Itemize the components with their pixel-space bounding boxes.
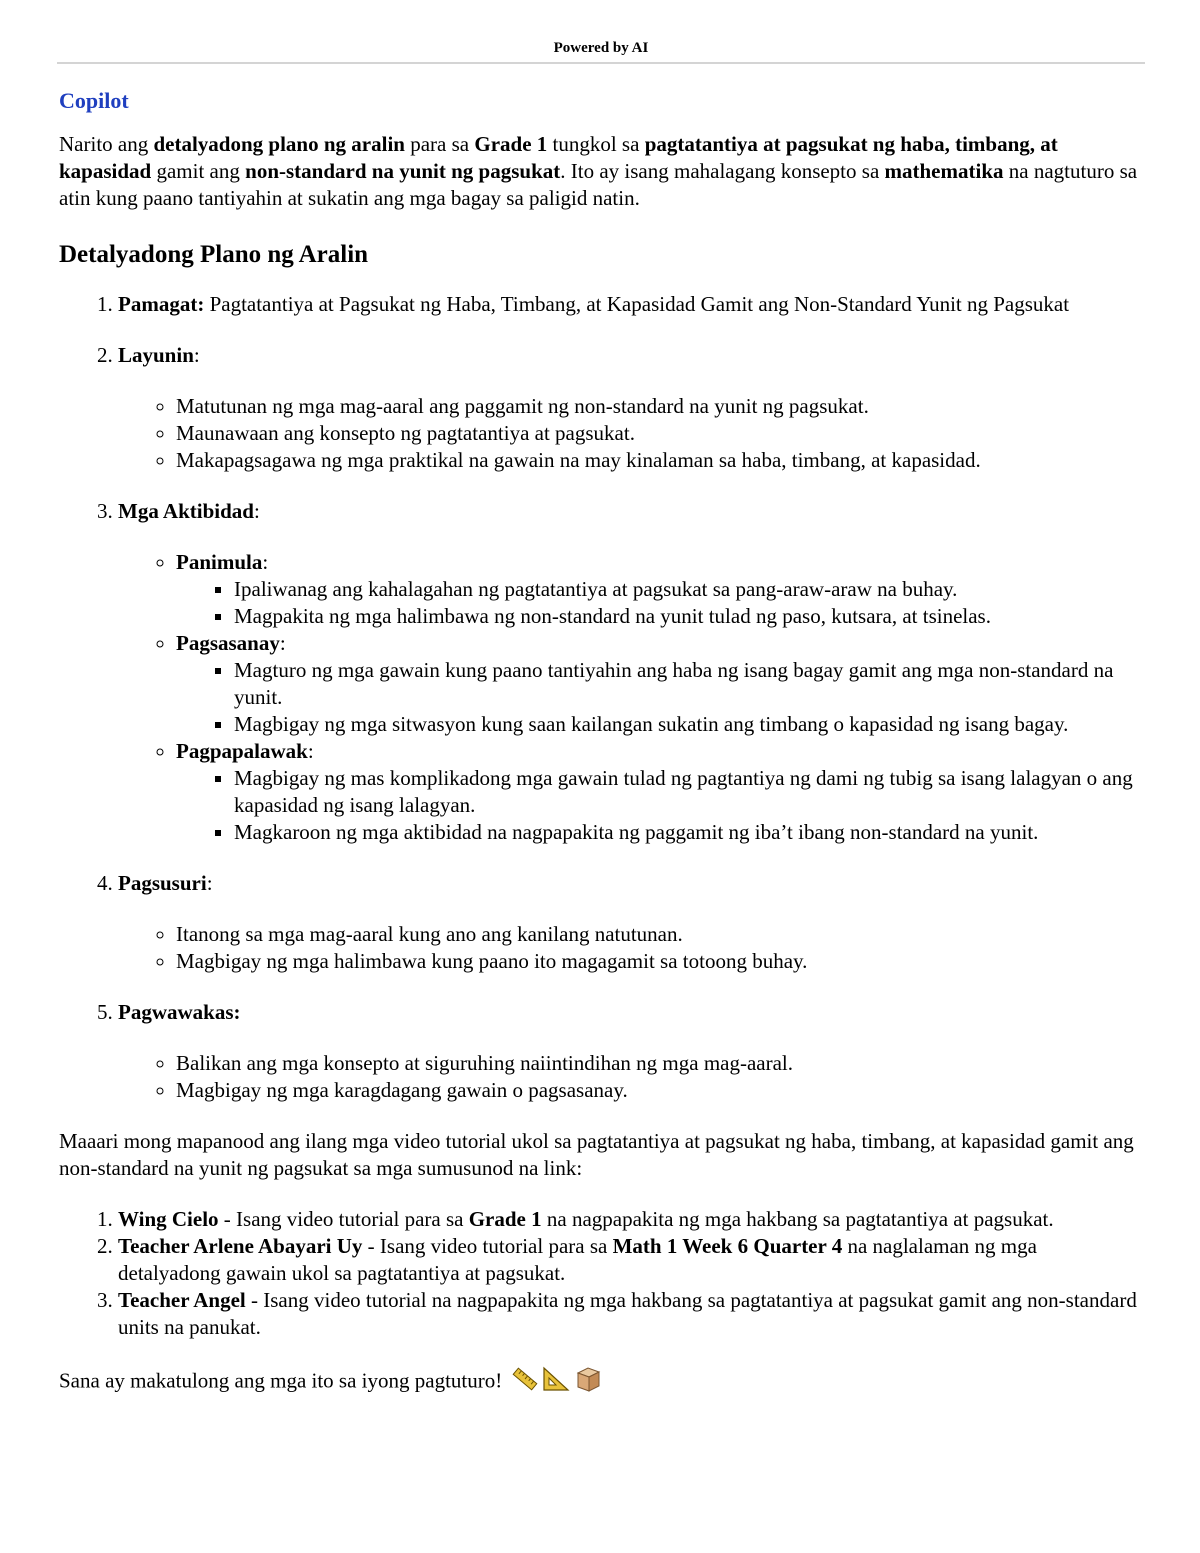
ruler-icon: [512, 1366, 538, 1399]
list-item: ◦ Matutunan ng mga mag-aaral ang paggamit ng non-standard na yunit ng pagsukat.: [176, 393, 1143, 420]
list-item: ◦ Magbigay ng mga halimbawa kung paano ito magagamit sa totoong buhay.: [176, 948, 1143, 975]
powered-by-header: Powered by AI: [57, 40, 1145, 64]
list-item: ◦ Balikan ang mga konsepto at siguruhing naiintindihan ng mga mag-aaral.: [176, 1050, 1143, 1077]
intro-paragraph: Narito ang detalyadong plano ng aralin para sa Grade 1 tungkol sa pagtatantiya at pagsukat ng haba, timbang, at kapasidad gamit ang non-standard na yunit ng pagsukat. Ito ay isang mahalagang konsepto sa mathematika na nagtuturo sa atin kung paano tantiyahin at sukatin ang mga bagay sa paligid natin.: [59, 132, 1138, 210]
lesson-plan-heading: Detalyadong Plano ng Aralin: [59, 241, 369, 268]
list-item: ▪ Magkaroon ng mga aktibidad na nagpapakita ng paggamit ng iba’t ibang non-standard na yunit.: [234, 819, 1143, 846]
section-pagwawakas: 5. Pagwawakas: ◦ Balikan ang mga konsepto at siguruhing naiintindihan ng mga mag-aaral. ◦ Magbigay ng mga karagdagang gawain o pagsasanay.: [118, 999, 1143, 1104]
video-item: 2. Teacher Arlene Abayari Uy - Isang video tutorial para sa Math 1 Week 6 Quarter 4 na naglalaman ng mga detalyadong gawain ukol sa pagtatantiya at pagsukat.: [118, 1233, 1143, 1287]
list-item: ▪ Magbigay ng mas komplikadong mga gawain tulad ng pagtantiya ng dami ng tubig sa isang lalagyan o ang kapasidad ng isang lalagyan.: [234, 765, 1143, 819]
list-item: ◦ Makapagsagawa ng mga praktikal na gawain na may kinalaman sa haba, timbang, at kapasidad.: [176, 447, 1143, 474]
copilot-title: Copilot: [59, 88, 129, 113]
sub-section-pagsasanay: ◦ Pagsasanay: ▪ Magturo ng mga gawain kung paano tantiyahin ang haba ng isang bagay gamit ang mga non-standard na yunit. ▪ Magbigay ng mga sitwasyon kung saan kailangan sukatin ang timbang o kapasidad ng isang bagay.: [176, 630, 1143, 738]
list-item: ▪ Magbigay ng mga sitwasyon kung saan kailangan sukatin ang timbang o kapasidad ng isang bagay.: [234, 711, 1143, 738]
videos-intro-paragraph: Maaari mong mapanood ang ilang mga video tutorial ukol sa pagtatantiya at pagsukat ng haba, timbang, at kapasidad gamit ang non-standard na yunit ng pagsukat sa mga sumusunod na link:: [59, 1129, 1134, 1180]
closing-paragraph: Sana ay makatulong ang mga ito sa iyong pagtuturo!: [59, 1365, 1143, 1400]
video-list: [59, 1206, 1143, 1341]
section-pagsusuri: 4. Pagsusuri: ◦ Itanong sa mga mag-aaral kung ano ang kanilang natutunan. ◦ Magbigay ng mga halimbawa kung paano ito magagamit sa totoong buhay.: [118, 870, 1143, 975]
box-icon: [574, 1365, 602, 1400]
list-item: ◦ Maunawaan ang konsepto ng pagtatantiya at pagsukat.: [176, 420, 1143, 447]
section-aktibidad: 3. Mga Aktibidad: ◦ Panimula: ▪ Ipaliwanag ang kahalagahan ng pagtatantiya at pagsukat sa pang-araw-araw na buhay. ▪ Magpakita ng mga halimbawa ng non-standard na yunit tulad ng paso, kutsara, at tsinelas. ◦ Pagsasanay: ▪ Magturo ng mga gawain kung paano tantiyahin ang haba ng isang bagay gamit ang mga non-standard na yunit. ▪ Magbigay ng mga sitwasyon kung saan kailangan sukatin ang timbang o kapasidad ng isang bagay. ◦ Pagpapalawak: ▪ Magbigay ng mas komplikadong mga gawain tulad ng pagtantiya ng dami ng tubig sa isang lalagyan o ang kapasidad ng isang lalagyan. ▪ Magkaroon ng mga aktibidad na nagpapakita ng paggamit ng iba’t ibang non-standard na yunit.: [118, 498, 1143, 846]
list-item: ▪ Magturo ng mga gawain kung paano tantiyahin ang haba ng isang bagay gamit ang mga non-standard na yunit.: [234, 657, 1143, 711]
list-item: ◦ Magbigay ng mga karagdagang gawain o pagsasanay.: [176, 1077, 1143, 1104]
list-item: ◦ Itanong sa mga mag-aaral kung ano ang kanilang natutunan.: [176, 921, 1143, 948]
document-page: [59, 40, 1143, 1400]
section-layunin: 2. Layunin: ◦ Matutunan ng mga mag-aaral ang paggamit ng non-standard na yunit ng pagsukat. ◦ Maunawaan ang konsepto ng pagtatantiya at pagsukat. ◦ Makapagsagawa ng mga praktikal na gawain na may kinalaman sa haba, timbang, at kapasidad.: [118, 342, 1143, 474]
sub-section-pagpapalawak: ◦ Pagpapalawak: ▪ Magbigay ng mas komplikadong mga gawain tulad ng pagtantiya ng dami ng tubig sa isang lalagyan o ang kapasidad ng isang lalagyan. ▪ Magkaroon ng mga aktibidad na nagpapakita ng paggamit ng iba’t ibang non-standard na yunit.: [176, 738, 1143, 846]
video-item: 3. Teacher Angel - Isang video tutorial na nagpapakita ng mga hakbang sa pagtatantiya at pagsukat gamit ang non-standard units na panukat.: [118, 1287, 1143, 1341]
list-item: ▪ Ipaliwanag ang kahalagahan ng pagtatantiya at pagsukat sa pang-araw-araw na buhay.: [234, 576, 1143, 603]
triangle-ruler-icon: [542, 1366, 570, 1399]
list-item: ▪ Magpakita ng mga halimbawa ng non-standard na yunit tulad ng paso, kutsara, at tsinelas.: [234, 603, 1143, 630]
video-item: 1. Wing Cielo - Isang video tutorial para sa Grade 1 na nagpapakita ng mga hakbang sa pagtatantiya at pagsukat.: [118, 1206, 1143, 1233]
sub-section-panimula: ◦ Panimula: ▪ Ipaliwanag ang kahalagahan ng pagtatantiya at pagsukat sa pang-araw-araw na buhay. ▪ Magpakita ng mga halimbawa ng non-standard na yunit tulad ng paso, kutsara, at tsinelas.: [176, 549, 1143, 630]
section-pamagat: 1. Pamagat: Pagtatantiya at Pagsukat ng Haba, Timbang, at Kapasidad Gamit ang Non-Standard Yunit ng Pagsukat: [118, 291, 1143, 318]
lesson-plan-list: [59, 291, 1143, 1104]
